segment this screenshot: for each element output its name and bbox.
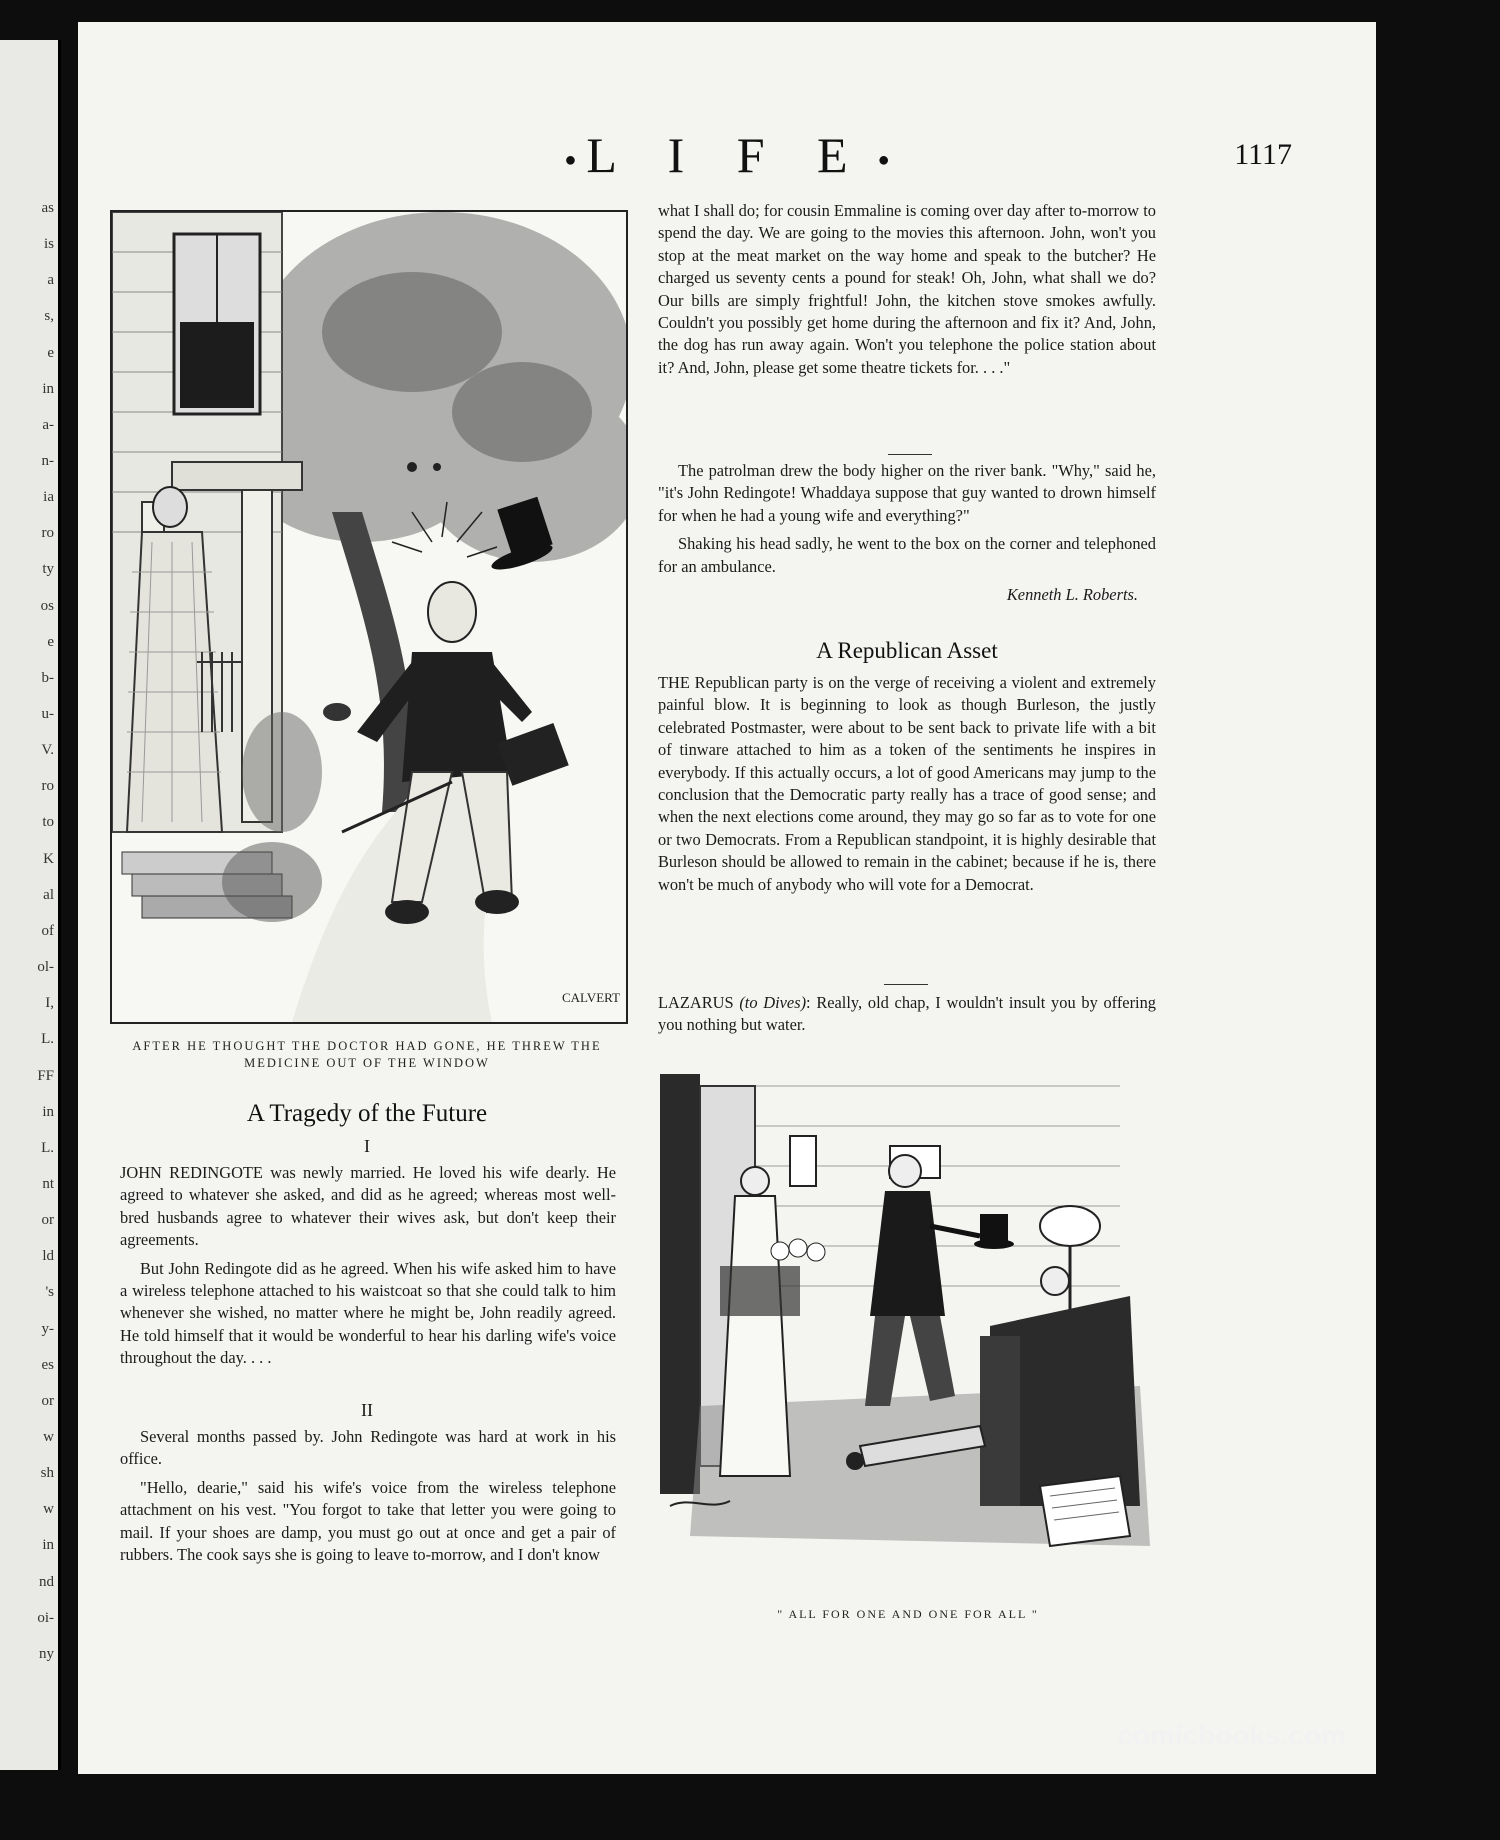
tragedy-paragraph: "Hello, dearie," said his wife's voice from the wireless telephone attachment on his vest. "You forgot to take that letter you were going to mail. If your shoes are damp, you must go out at once and get a pair of rubbers. The cook says she is going to leave to-morrow, and I don't know: [120, 1477, 616, 1565]
tragedy-author: Kenneth L. Roberts.: [1006, 585, 1138, 605]
adjacent-page-text-fragment: ia: [43, 489, 54, 506]
adjacent-page-text-fragment: y-: [41, 1320, 54, 1337]
adjacent-page-text-fragment: 's: [45, 1284, 54, 1301]
adjacent-page-text-fragment: oi-: [37, 1609, 54, 1626]
tragedy-part-two-numeral: II: [361, 1400, 373, 1420]
adjacent-page-text-fragment: w: [43, 1428, 54, 1445]
svg-text:CALVERT: CALVERT: [562, 990, 620, 1005]
adjacent-page-text-fragment: e: [47, 344, 54, 361]
tragedy-paragraph: what I shall do; for cousin Emmaline is coming over day after to-morrow to spend the day. We are going to the movies this afternoon. John, won't you stop at the meat market on the way home and speak to the butcher? He charged us seventy cents a pound for steak! Oh, John, what shall we do? Our bills are simply frightful! John, the kitchen stove smokes awfully. Couldn't you possibly get home during the afternoon and fix it? And, John, the dog has run away again. Won't you telephone the police station about it? And, John, please get some theatre tickets for. . . .": [658, 201, 1156, 377]
adjacent-page-text-fragment: os: [40, 597, 54, 614]
adjacent-page-text-fragment: ro: [41, 525, 54, 542]
adjacent-page-text-fragment: I,: [45, 995, 54, 1012]
illustration-top-caption: AFTER HE THOUGHT THE DOCTOR HAD GONE, HE THREW THE MEDICINE OUT OF THE WINDOW: [132, 1039, 602, 1070]
republican-title: A Republican Asset: [816, 638, 998, 663]
lazarus-quip: [658, 992, 1156, 1043]
tragedy-paragraph: Shaking his head sadly, he went to the box on the corner and telephoned for an ambulance.: [658, 534, 1156, 576]
illustration-medicine-window: [110, 210, 628, 1024]
adjacent-page-text-fragment: V.: [41, 742, 54, 759]
adjacent-page-text-fragment: of: [41, 922, 54, 939]
adjacent-page-text-fragment: ro: [41, 778, 54, 795]
adjacent-page-text-fragment: ny: [39, 1645, 54, 1662]
adjacent-page-text-fragment: FF: [37, 1067, 54, 1084]
adjacent-page-text-fragment: e: [47, 633, 54, 650]
lazarus-speaker: LAZARUS: [658, 993, 734, 1012]
adjacent-page-text-fragment: is: [43, 236, 54, 253]
tragedy-paragraph: But John Redingote did as he agreed. When his wife asked him to have a wireless telephone attached to his waistcoat so that she could talk to him whenever she wished, no matter where he might be, John readily agreed. He told himself that it would be wonderful to hear his darling wife's voice throughout the day. . . .: [120, 1258, 616, 1368]
adjacent-page-text-fragment: or: [41, 1212, 54, 1229]
section-rule: [888, 454, 932, 455]
magazine-page: [78, 22, 1376, 1774]
masthead-title: L I F E: [586, 127, 868, 183]
tragedy-paragraph: Several months passed by. John Redingote was hard at work in his office.: [120, 1427, 616, 1469]
adjacent-page-text-fragment: al: [43, 886, 54, 903]
adjacent-page-text-fragment: sh: [40, 1465, 54, 1482]
adjacent-page-text-fragment: nd: [39, 1573, 54, 1590]
adjacent-page-text-fragment: a-: [42, 416, 54, 433]
adjacent-page-text-fragment: in: [42, 1537, 54, 1554]
adjacent-page-text-fragment: to: [42, 814, 54, 831]
adjacent-page-text-fragment: as: [41, 200, 54, 216]
tragedy-paragraph: JOHN REDINGOTE was newly married. He loved his wife dearly. He agreed to whatever she asked, and did as he agreed; whereas most well-bred husbands agree to whatever their wives ask, but don't keep their agreements.: [120, 1163, 616, 1250]
tragedy-continuation: [658, 200, 1156, 385]
illustration-bottom-caption: " ALL FOR ONE AND ONE FOR ALL ": [777, 1607, 1039, 1621]
republican-article: [658, 672, 1156, 902]
adjacent-page-text-fragment: nt: [42, 1175, 54, 1192]
tragedy-part-two: [120, 1426, 616, 1572]
site-watermark: comicbooks.com: [1117, 1720, 1346, 1751]
lazarus-direction: (to Dives): [739, 993, 807, 1012]
adjacent-page-text-fragment: ol-: [37, 959, 54, 976]
adjacent-page-text-fragment: in: [42, 1103, 54, 1120]
adjacent-page-text-fragment: w: [43, 1501, 54, 1518]
adjacent-page-text-fragment: es: [41, 1356, 54, 1373]
adjacent-page-text-fragment: u-: [41, 706, 54, 723]
tragedy-title: A Tragedy of the Future: [246, 1100, 488, 1127]
adjacent-page-text-fragment: in: [42, 380, 54, 397]
masthead: ● L I F E ●: [564, 127, 890, 183]
adjacent-page-text-fragment: b-: [41, 669, 54, 686]
section-rule: [884, 984, 928, 985]
tragedy-paragraph: The patrolman drew the body higher on the river bank. "Why," said he, "it's John Redingote! Whaddaya suppose that guy wanted to drown himself for when he had a young wife and everything?": [658, 461, 1156, 525]
lazarus-text: : Really, old chap, I wouldn't insult you by offering you nothing but water.: [658, 993, 1156, 1035]
adjacent-page-edge: [0, 40, 61, 1770]
adjacent-page-text-fragment: or: [41, 1392, 54, 1409]
adjacent-page-text-fragment: L.: [41, 1031, 54, 1048]
tragedy-part-one-numeral: I: [364, 1136, 370, 1156]
tragedy-closing: [658, 460, 1156, 606]
page-number: 1117: [1234, 138, 1292, 171]
adjacent-page-text-fragment: ld: [42, 1248, 54, 1265]
adjacent-page-text-fragment: L.: [41, 1139, 54, 1156]
adjacent-page-text-fragment: a: [47, 272, 54, 289]
illustration-all-for-one: [660, 1066, 1156, 1590]
adjacent-page-text-fragment: n-: [41, 453, 54, 470]
tragedy-part-one: [120, 1162, 616, 1376]
adjacent-page-text-fragment: K: [43, 850, 54, 867]
adjacent-page-text-fragment: ty: [42, 561, 54, 578]
republican-paragraph: THE Republican party is on the verge of receiving a violent and extremely painful blow. It is beginning to look as though Burleson, the justly celebrated Postmaster, were about to be sent back to private life with a bit of tinware attached to him as a token of the sentiments he inspires in everybody. If this actually occurs, a lot of good Americans may jump to the conclusion that the Democratic party really has a trace of good sense; and when the next elections come around, they may go so far as to vote for one or two Democrats. From a Republican standpoint, it is highly desirable that Burleson should be allowed to remain in the cabinet; because if he is, there won't be much of anybody who will vote for a Democrat.: [658, 673, 1156, 894]
adjacent-page-text-fragment: s,: [44, 308, 54, 325]
